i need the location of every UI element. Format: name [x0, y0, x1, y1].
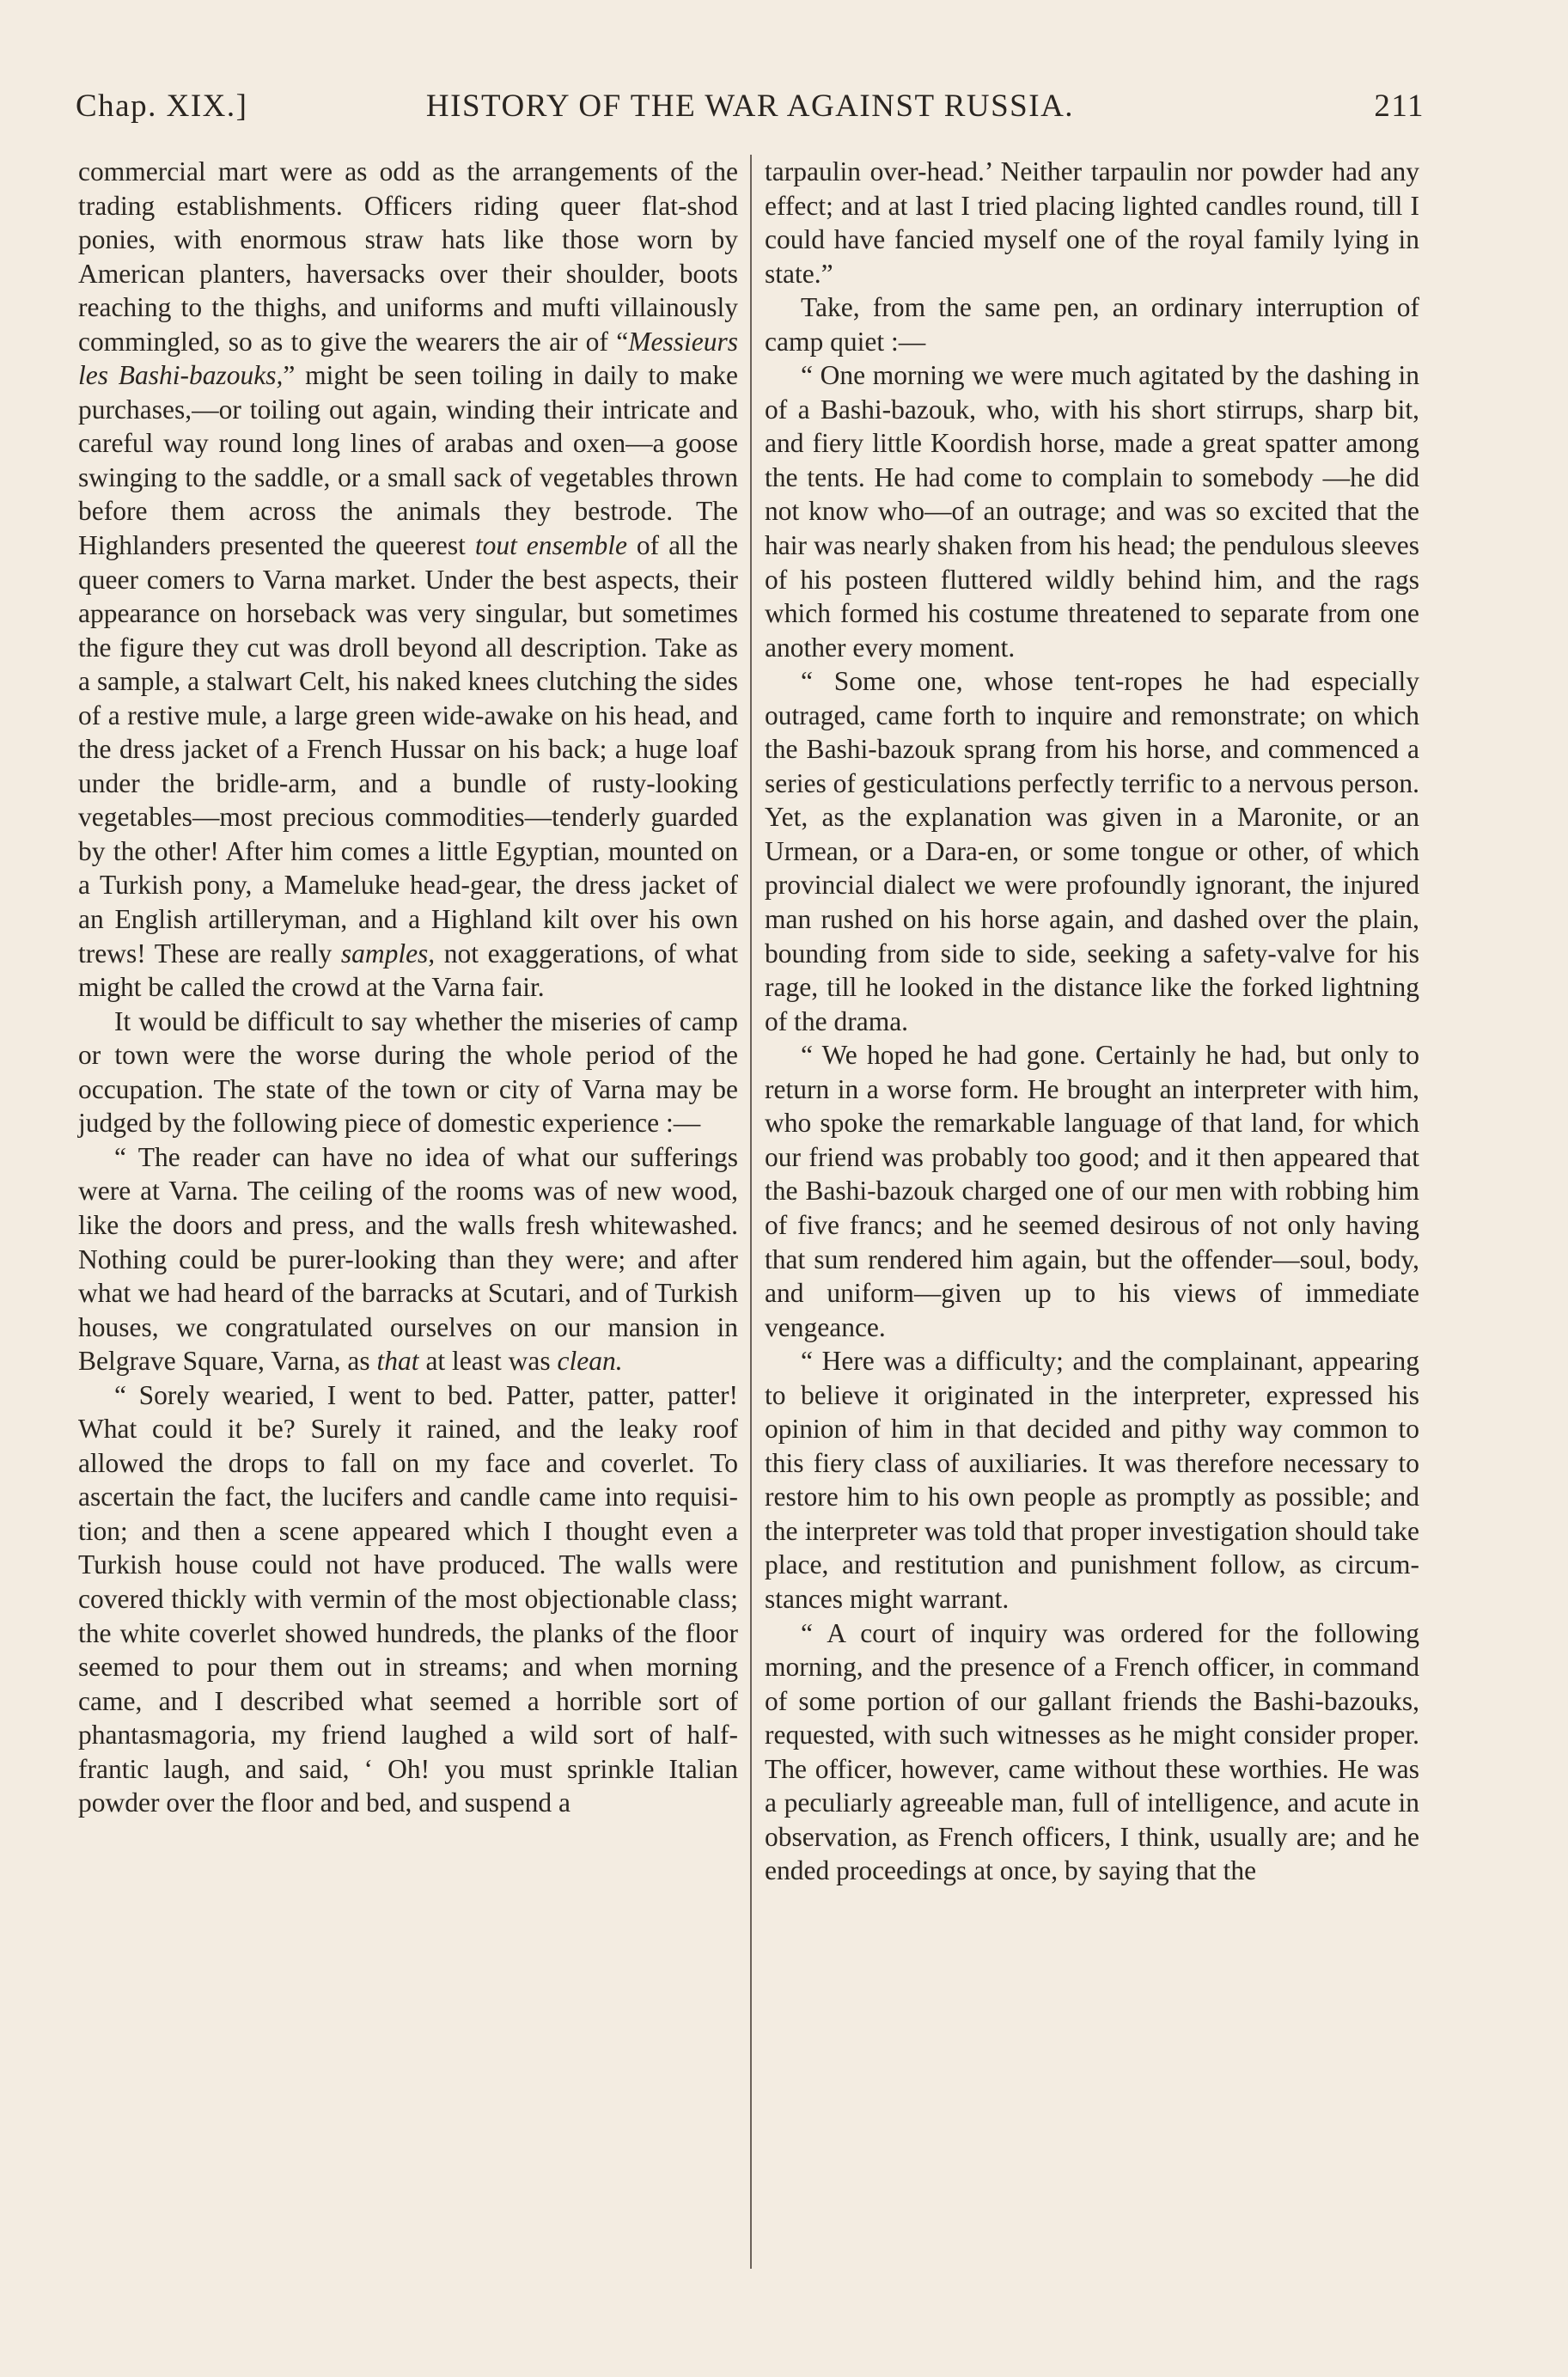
italic-text: tout ensemble — [474, 530, 627, 561]
text-run: at least was — [418, 1346, 558, 1377]
paragraph: It would be difficult to say whether the miseries of camp or town were the worse during the whole period of the occupation. The state of the town or city of Varna may be judged by the following piece of domestic experience :— — [78, 1005, 738, 1139]
text-run: of all the queer comers to Varna market. Under the best aspects, their appearance on horseback was very singular, but sometimes the figure they cut was droll beyond all description. Take as a sample, a stalwart Celt, his naked knees clutching the sides of a restive mule, a large green wide-awake on his head, and the dress jacket of a French Hussar on his back; a huge loaf under the bridle-arm, and a bundle of rusty-looking vegetables—most precious commodities—tenderly guarded by the other! After him comes a little Egyptian, mounted on a Turkish pony, a Mameluke head-gear, the dress jacket of an English artilleryman, and a Highland kilt over his own trews! These are really — [78, 530, 738, 969]
text-run: “ The reader can have no idea of what our sufferings were at Varna. The ceiling of the rooms was of new wood, like the doors and press, and the walls fresh whitewashed. Nothing could be purer-looking than they were; and after what we had heard of the barracks at Scutari, and of Turkish houses, we congratulated ourselves on our mansion in Belgrave Square, Varna, as — [78, 1141, 738, 1377]
left-column — [78, 155, 738, 1820]
paragraph: “ One morning we were much agitated by the dashing in of a Bashi-bazouk, who, with his short stirrups, sharp bit, and fiery little Koordish horse, made a great spatter among the tents. He had come to complain to somebody —he did not know who—of an outrage; and was so excited that the hair was nearly shaken from his head; the pendulous sleeves of his posteen fluttered wildly behind him, and the rags which formed his costume threatened to separate from one another every moment. — [765, 360, 1419, 663]
text-run: ” might be seen toiling in daily to make purchases,—or toiling out again, winding their intricate and careful way round long lines of arabas and oxen—a goose swinging to the saddle, or a small sack of vegetables thrown before them across the animals they bestrode. The Highlanders presented the queerest — [78, 360, 738, 561]
page-number: 211 — [1374, 89, 1425, 124]
right-column — [765, 155, 1419, 1888]
italic-text: clean. — [557, 1346, 623, 1377]
paragraph: “ A court of inquiry was ordered for the following morning, and the presence of a French officer, in command of some portion of our gallant friends the Bashi-bazouks, requested, with such witnesses as he might consider proper. The officer, however, came without these worthies. He was a peculiarly agreeable man, full of intelligence, and acute in observation, as French officers, I think, usually are; and he ended proceedings at once, by saying that the — [765, 1617, 1419, 1886]
running-title: HISTORY OF THE WAR AGAINST RUSSIA. — [425, 89, 1075, 124]
paragraph: Take, from the same pen, an ordinary interruption of camp quiet :— — [765, 292, 1419, 357]
chapter-label: Chap. XIX.] — [76, 89, 248, 124]
column-divider — [750, 155, 752, 2269]
running-header — [76, 88, 1425, 139]
text-run: commercial mart were as odd as the arrangements of the trading establishments. Officers riding queer flat-shod ponies, with enormous straw hats like those worn by American planters, haversacks over their shoulder, boots reaching to the thighs, and uniforms and mufti villainously commingled, so as to give the wearers the air of “ — [78, 156, 738, 357]
paragraph: “ Sorely wearied, I went to bed. Patter, patter, patter! What could it be? Surely it rained, and the leaky roof allowed the drops to fall on my face and coverlet. To ascertain the fact, the lucifers and candle came into requisition; and then a scene appeared which I thought even a Turkish house could not have produced. The walls were covered thickly with vermin of the most objectionable class; the white coverlet showed hundreds, the planks of the floor seemed to pour them out in streams; and when morning came, and I described what seemed a horrible sort of phantasmagoria, my friend laughed a wild sort of half-frantic laugh, and said, ‘ Oh! you must sprinkle Italian powder over the floor and bed, and suspend a — [78, 1379, 738, 1818]
italic-text: samples, — [340, 938, 436, 969]
paragraph: tarpaulin over-head.’ Neither tarpaulin nor powder had any effect; and at last I tried placing lighted candles round, till I could have fancied myself one of the royal family lying in state.” — [765, 156, 1419, 289]
paragraph: “ Here was a difficulty; and the complainant, appearing to believe it originated in the interpreter, expressed his opinion of him in that decided and pithy way common to this fiery class of auxiliaries. It was therefore necessary to restore him to his own people as promptly as possible; and the interpreter was told that proper investigation should take place, and restitution and punishment follow, as circumstances might warrant. — [765, 1346, 1419, 1614]
italic-text: Messieurs les Bashi-bazouks, — [78, 326, 738, 391]
paragraph: “ Some one, whose tent-ropes he had especially outraged, came forth to inquire and remonstrate; on which the Bashi-bazouk sprang from his horse, and commenced a series of gesticulations perfectly terrific to a nervous person. Yet, as the explanation was given in a Maronite, or an Urmean, or a Dara-en, or some tongue or other, of which provincial dialect we were profoundly ignorant, the injured man rushed on his horse again, and dashed over the plain, bounding from side to side, seeking a safety-valve for his rage, till he looked in the distance like the forked lightning of the drama. — [765, 666, 1419, 1036]
paragraph: “ We hoped he had gone. Certainly he had, but only to return in a worse form. He brought an interpreter with him, who spoke the remarkable language of that land, for which our friend was probably too good; and it then appeared that the Bashi-bazouk charged one of our men with robbing him of five francs; and he seemed desirous of not only having that sum rendered him again, but the offender—soul, body, and uniform—given up to his views of immediate vengeance. — [765, 1040, 1419, 1342]
italic-text: that — [376, 1346, 419, 1377]
paragraph — [78, 1140, 738, 1378]
paragraph — [78, 155, 738, 1005]
text-run: not exaggerations, of what might be called the crowd at the Varna fair. — [78, 938, 738, 1003]
